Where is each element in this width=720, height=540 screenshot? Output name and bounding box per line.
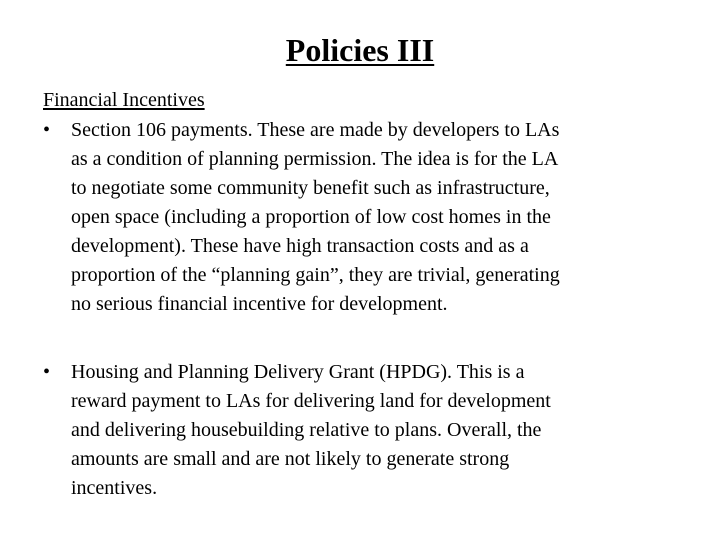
bullet-item-hpdg [43, 358, 693, 503]
slide-title: Policies III [285, 32, 435, 68]
bullet-marker: • [43, 119, 51, 141]
bullet-item-section-106 [43, 116, 693, 319]
bullet-text: Housing and Planning Delivery Grant (HPDG). This is a reward payment to LAs for delivering land for development and delivering housebuilding relative to plans. Overall, the amounts are small and are not likely to generate strong incentives. [71, 361, 551, 499]
section-heading: Financial Incentives [43, 89, 205, 111]
bullet-text: Section 106 payments. These are made by developers to LAs as a condition of planning permission. The idea is for the LA to negotiate some community benefit such as infrastructure, open space (including a proportion of low cost homes in the development). These have high transaction costs and as a proportion of the “planning gain”, they are trivial, generating no serious financial incentive for development. [71, 119, 560, 315]
bullet-marker: • [43, 361, 51, 383]
